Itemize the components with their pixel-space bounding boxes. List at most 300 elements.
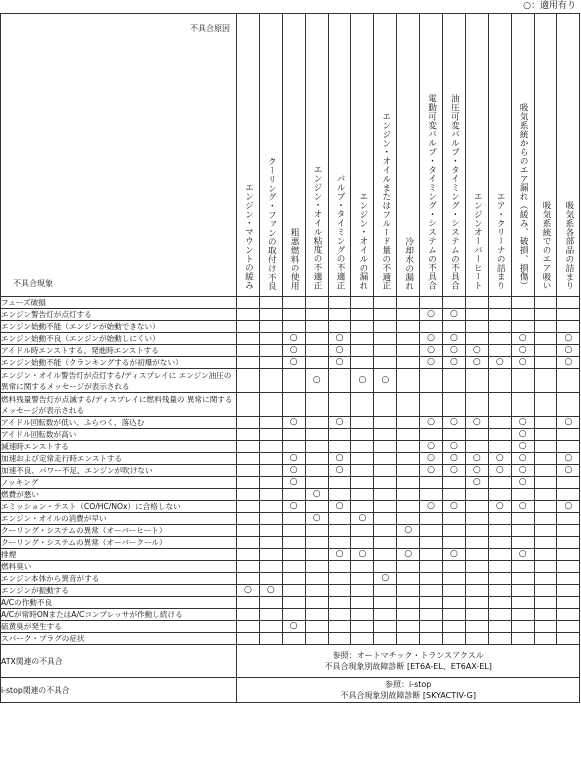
empty-cell — [374, 585, 397, 597]
empty-cell — [465, 549, 488, 561]
empty-cell — [465, 513, 488, 525]
empty-cell — [397, 393, 420, 417]
applicable-mark: ○ — [465, 417, 488, 429]
empty-cell — [511, 585, 534, 597]
symptom-axis-label: 不具合現象 — [13, 279, 53, 288]
corner-cell — [1, 14, 237, 297]
empty-cell — [305, 477, 328, 489]
empty-cell — [282, 609, 305, 621]
empty-cell — [488, 297, 511, 309]
empty-cell — [534, 309, 557, 321]
cause-column-label: 吸気系統からのエア漏れ（緩み、破損、損傷） — [518, 103, 529, 290]
empty-cell — [237, 609, 260, 621]
applicable-mark: ○ — [557, 465, 580, 477]
symptom-row — [1, 477, 580, 489]
applicable-mark: ○ — [328, 501, 351, 513]
empty-cell — [511, 297, 534, 309]
empty-cell — [534, 297, 557, 309]
empty-cell — [488, 585, 511, 597]
symptom-row — [1, 525, 580, 537]
applicable-mark: ○ — [511, 465, 534, 477]
empty-cell — [305, 465, 328, 477]
applicable-mark: ○ — [420, 345, 443, 357]
symptom-label: 加速不良、パワー不足、エンジンが吹けない — [1, 465, 237, 477]
empty-cell — [443, 513, 466, 525]
empty-cell — [282, 549, 305, 561]
empty-cell — [534, 609, 557, 621]
cause-column-label: エンジンオーバーヒート — [472, 192, 483, 290]
empty-cell — [305, 561, 328, 573]
empty-cell — [282, 525, 305, 537]
symptom-label: スパーク・プラグの症状 — [1, 633, 237, 645]
empty-cell — [374, 297, 397, 309]
empty-cell — [305, 429, 328, 441]
empty-cell — [351, 489, 374, 501]
empty-cell — [237, 477, 260, 489]
empty-cell — [237, 549, 260, 561]
empty-cell — [443, 429, 466, 441]
empty-cell — [488, 393, 511, 417]
applicable-mark: ○ — [420, 333, 443, 345]
cause-column-label: 粗悪燃料の使用 — [289, 227, 300, 290]
reference-row — [1, 678, 580, 703]
applicable-mark: ○ — [328, 417, 351, 429]
empty-cell — [237, 309, 260, 321]
empty-cell — [420, 369, 443, 393]
empty-cell — [259, 465, 282, 477]
empty-cell — [351, 477, 374, 489]
empty-cell — [237, 429, 260, 441]
empty-cell — [443, 585, 466, 597]
symptom-label: 燃料残量警告灯が点滅する/ディスプレイに燃料残量の 異常に関するメッセージが表示される — [1, 393, 237, 417]
cause-column-label: エンジン・マウントの緩み — [243, 183, 254, 290]
cause-column-label: エア・クリーナの詰まり — [495, 192, 506, 290]
symptom-label: エンジン警告灯が点灯する — [1, 309, 237, 321]
empty-cell — [397, 609, 420, 621]
cause-column-label: エンジン・オイルまたはフルード量の不適正 — [380, 112, 391, 290]
applicable-mark: ○ — [282, 417, 305, 429]
empty-cell — [237, 417, 260, 429]
cause-column-header — [305, 14, 328, 297]
empty-cell — [534, 333, 557, 345]
empty-cell — [511, 537, 534, 549]
empty-cell — [282, 489, 305, 501]
empty-cell — [374, 321, 397, 333]
empty-cell — [397, 429, 420, 441]
applicable-mark: ○ — [465, 465, 488, 477]
empty-cell — [488, 321, 511, 333]
applicable-mark: ○ — [443, 441, 466, 453]
empty-cell — [282, 633, 305, 645]
cause-column-header — [420, 14, 443, 297]
empty-cell — [237, 369, 260, 393]
symptom-row — [1, 453, 580, 465]
empty-cell — [488, 573, 511, 585]
empty-cell — [511, 369, 534, 393]
applicable-mark: ○ — [511, 549, 534, 561]
empty-cell — [259, 573, 282, 585]
cause-column-label: クーリング・ファンの取付け不良 — [266, 156, 277, 290]
empty-cell — [397, 453, 420, 465]
empty-cell — [259, 597, 282, 609]
empty-cell — [443, 633, 466, 645]
header-row — [1, 14, 580, 297]
empty-cell — [351, 597, 374, 609]
empty-cell — [534, 525, 557, 537]
applicable-mark: ○ — [305, 369, 328, 393]
applicable-mark: ○ — [420, 357, 443, 369]
empty-cell — [374, 441, 397, 453]
empty-cell — [374, 537, 397, 549]
empty-cell — [443, 621, 466, 633]
empty-cell — [305, 597, 328, 609]
empty-cell — [259, 453, 282, 465]
applicable-mark: ○ — [305, 513, 328, 525]
applicable-mark: ○ — [397, 549, 420, 561]
empty-cell — [534, 597, 557, 609]
empty-cell — [534, 453, 557, 465]
reference-line: 不具合現象別故障診断 [ET6A-EL、ET6AX-EL] — [324, 662, 492, 671]
empty-cell — [282, 429, 305, 441]
symptom-row — [1, 633, 580, 645]
empty-cell — [305, 609, 328, 621]
empty-cell — [534, 633, 557, 645]
empty-cell — [534, 345, 557, 357]
empty-cell — [534, 513, 557, 525]
empty-cell — [465, 489, 488, 501]
empty-cell — [351, 321, 374, 333]
applicable-mark: ○ — [282, 621, 305, 633]
empty-cell — [259, 441, 282, 453]
cause-column-header — [557, 14, 580, 297]
applicable-mark: ○ — [443, 333, 466, 345]
symptom-label: 硫黄臭が発生する — [1, 621, 237, 633]
empty-cell — [374, 477, 397, 489]
applicable-mark: ○ — [443, 417, 466, 429]
empty-cell — [305, 573, 328, 585]
empty-cell — [305, 585, 328, 597]
cause-column-label: バルブ・タイミングの不適正 — [335, 174, 345, 290]
empty-cell — [282, 369, 305, 393]
applicable-mark: ○ — [397, 525, 420, 537]
applicable-mark: ○ — [328, 357, 351, 369]
applicable-mark: ○ — [488, 501, 511, 513]
reference-line: 参照：オートマチック・トランスアクスル — [332, 651, 484, 660]
empty-cell — [420, 429, 443, 441]
empty-cell — [351, 309, 374, 321]
empty-cell — [465, 561, 488, 573]
applicable-mark: ○ — [259, 585, 282, 597]
empty-cell — [557, 597, 580, 609]
empty-cell — [534, 321, 557, 333]
empty-cell — [328, 513, 351, 525]
empty-cell — [443, 597, 466, 609]
empty-cell — [282, 441, 305, 453]
empty-cell — [420, 513, 443, 525]
empty-cell — [397, 489, 420, 501]
symptom-label: 排煙 — [1, 549, 237, 561]
empty-cell — [259, 369, 282, 393]
empty-cell — [237, 321, 260, 333]
empty-cell — [534, 429, 557, 441]
empty-cell — [488, 477, 511, 489]
applicable-mark: ○ — [420, 309, 443, 321]
empty-cell — [557, 513, 580, 525]
applicable-mark: ○ — [443, 501, 466, 513]
symptom-row — [1, 297, 580, 309]
empty-cell — [328, 477, 351, 489]
reference-row — [1, 645, 580, 678]
applicable-mark: ○ — [420, 465, 443, 477]
applicable-mark: ○ — [282, 357, 305, 369]
empty-cell — [557, 585, 580, 597]
cause-column-header — [282, 14, 305, 297]
empty-cell — [374, 633, 397, 645]
empty-cell — [374, 549, 397, 561]
cause-column-label: 電動可変バルブ・タイミング・システムの不具合 — [426, 94, 437, 290]
empty-cell — [328, 621, 351, 633]
empty-cell — [328, 441, 351, 453]
symptom-row — [1, 465, 580, 477]
empty-cell — [420, 321, 443, 333]
empty-cell — [282, 309, 305, 321]
empty-cell — [534, 585, 557, 597]
empty-cell — [282, 393, 305, 417]
symptom-label: 減速時エンストする — [1, 441, 237, 453]
empty-cell — [465, 393, 488, 417]
empty-cell — [397, 357, 420, 369]
applicable-mark: ○ — [443, 549, 466, 561]
empty-cell — [351, 393, 374, 417]
empty-cell — [488, 309, 511, 321]
applicable-mark: ○ — [557, 501, 580, 513]
empty-cell — [443, 489, 466, 501]
symptom-label: エンジンが振動する — [1, 585, 237, 597]
empty-cell — [282, 585, 305, 597]
empty-cell — [259, 633, 282, 645]
empty-cell — [488, 525, 511, 537]
empty-cell — [420, 393, 443, 417]
empty-cell — [259, 513, 282, 525]
empty-cell — [465, 309, 488, 321]
applicable-mark: ○ — [305, 489, 328, 501]
empty-cell — [420, 609, 443, 621]
empty-cell — [465, 429, 488, 441]
empty-cell — [259, 297, 282, 309]
empty-cell — [374, 417, 397, 429]
cause-column-header — [534, 14, 557, 297]
empty-cell — [282, 321, 305, 333]
symptom-row — [1, 357, 580, 369]
empty-cell — [328, 489, 351, 501]
empty-cell — [488, 633, 511, 645]
empty-cell — [397, 345, 420, 357]
empty-cell — [488, 429, 511, 441]
cause-axis-label: 不具合原因 — [190, 24, 230, 33]
empty-cell — [557, 621, 580, 633]
empty-cell — [534, 393, 557, 417]
applicable-mark: ○ — [282, 333, 305, 345]
empty-cell — [511, 525, 534, 537]
empty-cell — [259, 501, 282, 513]
empty-cell — [351, 609, 374, 621]
empty-cell — [465, 633, 488, 645]
symptom-label: ノッキング — [1, 477, 237, 489]
symptom-label: クーリング・システムの異常（オーバーヒート） — [1, 525, 237, 537]
empty-cell — [397, 465, 420, 477]
reference-text — [237, 678, 580, 703]
empty-cell — [282, 573, 305, 585]
empty-cell — [397, 513, 420, 525]
applicable-mark: ○ — [511, 441, 534, 453]
empty-cell — [534, 621, 557, 633]
empty-cell — [443, 561, 466, 573]
symptom-label: 加速および定常走行時エンストする — [1, 453, 237, 465]
empty-cell — [351, 465, 374, 477]
empty-cell — [488, 441, 511, 453]
empty-cell — [351, 297, 374, 309]
empty-cell — [237, 633, 260, 645]
empty-cell — [465, 621, 488, 633]
applicable-mark: ○ — [557, 357, 580, 369]
empty-cell — [488, 537, 511, 549]
empty-cell — [557, 321, 580, 333]
applicable-mark: ○ — [443, 465, 466, 477]
applicable-mark: ○ — [351, 549, 374, 561]
applicable-mark: ○ — [511, 429, 534, 441]
symptom-row — [1, 489, 580, 501]
cause-column-header — [259, 14, 282, 297]
applicable-mark: ○ — [374, 573, 397, 585]
applicable-mark: ○ — [420, 453, 443, 465]
empty-cell — [374, 561, 397, 573]
empty-cell — [328, 429, 351, 441]
empty-cell — [443, 477, 466, 489]
empty-cell — [488, 333, 511, 345]
applicable-mark: ○ — [443, 345, 466, 357]
empty-cell — [557, 561, 580, 573]
symptom-row — [1, 417, 580, 429]
empty-cell — [351, 441, 374, 453]
empty-cell — [397, 369, 420, 393]
empty-cell — [237, 513, 260, 525]
applicable-mark: ○ — [282, 477, 305, 489]
empty-cell — [511, 609, 534, 621]
applicable-mark: ○ — [328, 453, 351, 465]
empty-cell — [465, 537, 488, 549]
applicable-mark: ○ — [557, 417, 580, 429]
symptom-label: エンジン・オイル警告灯が点灯する/ディスプレイに エンジン油圧の異常に関するメッセージが表示される — [1, 369, 237, 393]
symptom-label: A/Cの作動不良 — [1, 597, 237, 609]
empty-cell — [259, 429, 282, 441]
empty-cell — [237, 537, 260, 549]
empty-cell — [259, 309, 282, 321]
applicable-mark: ○ — [282, 465, 305, 477]
empty-cell — [305, 549, 328, 561]
applicable-mark: ○ — [328, 333, 351, 345]
empty-cell — [237, 489, 260, 501]
empty-cell — [534, 573, 557, 585]
symptom-row — [1, 429, 580, 441]
empty-cell — [420, 477, 443, 489]
empty-cell — [237, 621, 260, 633]
empty-cell — [443, 369, 466, 393]
empty-cell — [328, 393, 351, 417]
symptom-row — [1, 549, 580, 561]
applicable-mark: ○ — [443, 309, 466, 321]
empty-cell — [328, 609, 351, 621]
empty-cell — [351, 621, 374, 633]
empty-cell — [420, 297, 443, 309]
empty-cell — [397, 309, 420, 321]
symptom-row — [1, 333, 580, 345]
empty-cell — [511, 621, 534, 633]
empty-cell — [557, 489, 580, 501]
empty-cell — [511, 513, 534, 525]
empty-cell — [374, 393, 397, 417]
applicable-mark: ○ — [511, 453, 534, 465]
reference-line: 参照：i-stop — [384, 680, 432, 689]
empty-cell — [557, 633, 580, 645]
empty-cell — [443, 393, 466, 417]
empty-cell — [557, 369, 580, 393]
empty-cell — [259, 333, 282, 345]
empty-cell — [557, 477, 580, 489]
applicable-mark: ○ — [557, 333, 580, 345]
symptom-row — [1, 621, 580, 633]
symptom-label: A/Cが常時ONまたはA/Cコンプレッサが作動し続ける — [1, 609, 237, 621]
cause-column-header — [443, 14, 466, 297]
reference-text — [237, 645, 580, 678]
symptom-row — [1, 609, 580, 621]
empty-cell — [305, 441, 328, 453]
symptom-label: エンジン始動不良（エンジンが始動しにくい） — [1, 333, 237, 345]
empty-cell — [305, 453, 328, 465]
empty-cell — [420, 597, 443, 609]
empty-cell — [557, 549, 580, 561]
empty-cell — [488, 417, 511, 429]
empty-cell — [420, 633, 443, 645]
cause-column-header — [397, 14, 420, 297]
empty-cell — [465, 321, 488, 333]
empty-cell — [328, 309, 351, 321]
empty-cell — [420, 561, 443, 573]
empty-cell — [328, 597, 351, 609]
applicable-mark: ○ — [351, 513, 374, 525]
empty-cell — [511, 597, 534, 609]
empty-cell — [259, 537, 282, 549]
empty-cell — [374, 501, 397, 513]
empty-cell — [374, 429, 397, 441]
empty-cell — [511, 309, 534, 321]
empty-cell — [351, 345, 374, 357]
empty-cell — [237, 465, 260, 477]
empty-cell — [305, 633, 328, 645]
empty-cell — [282, 561, 305, 573]
empty-cell — [305, 537, 328, 549]
symptom-label: エミッション・テスト（CO/HC/NOx）に合格しない — [1, 501, 237, 513]
applicable-mark: ○ — [420, 501, 443, 513]
empty-cell — [557, 393, 580, 417]
empty-cell — [305, 501, 328, 513]
empty-cell — [374, 453, 397, 465]
empty-cell — [237, 297, 260, 309]
empty-cell — [465, 501, 488, 513]
empty-cell — [305, 357, 328, 369]
empty-cell — [259, 357, 282, 369]
empty-cell — [259, 477, 282, 489]
empty-cell — [237, 573, 260, 585]
